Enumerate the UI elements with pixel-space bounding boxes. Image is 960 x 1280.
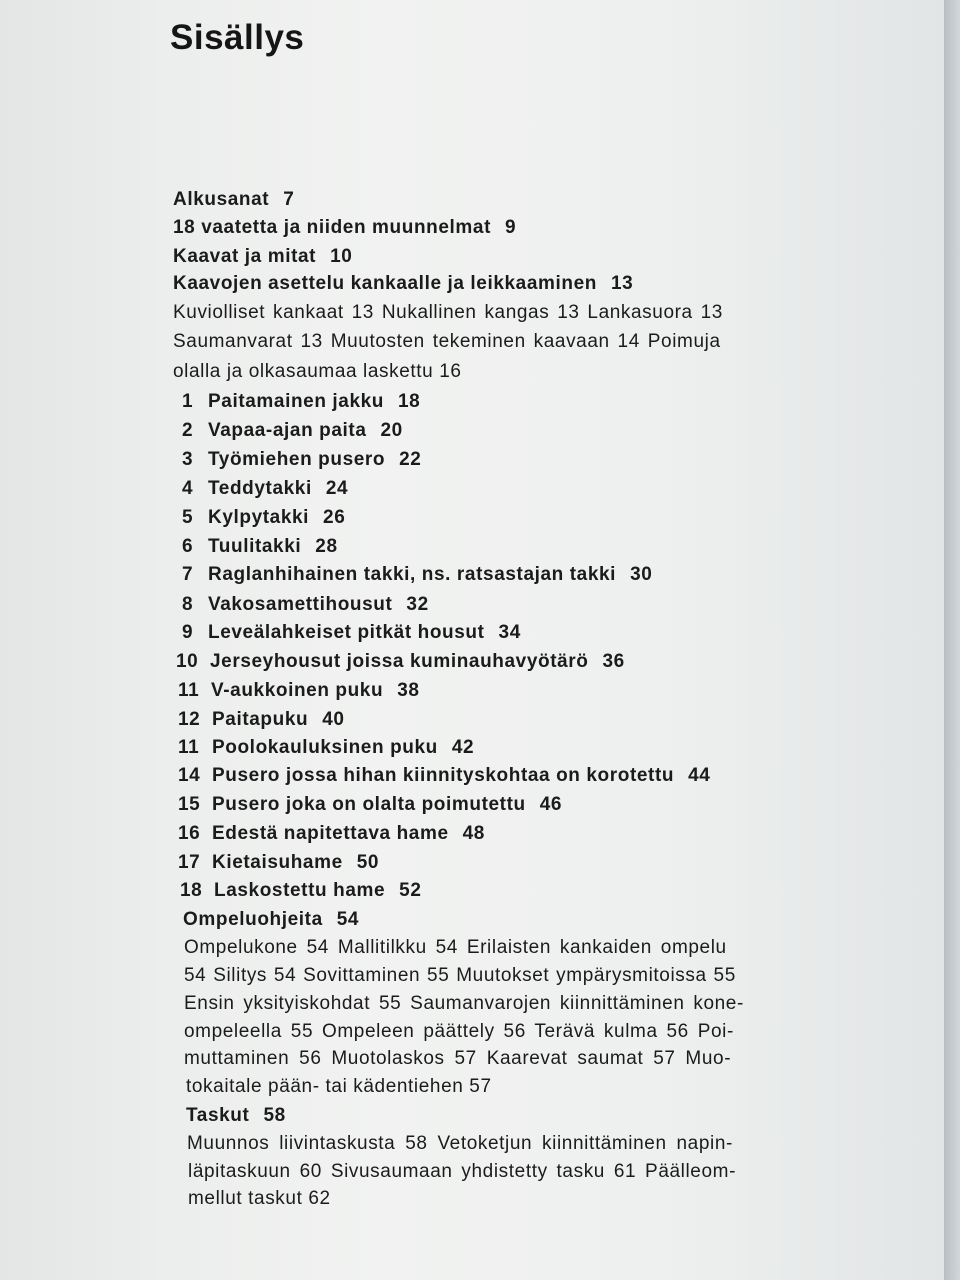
toc-garment-entry: 4 Teddytakki 24 <box>182 478 349 499</box>
toc-subentries: läpitaskuun 60 Sivusaumaan yhdistetty tasku 61 Päälleom- <box>188 1161 736 1182</box>
toc-garment-entry: 11 V-aukkoinen puku 38 <box>178 680 420 701</box>
toc-entry: Kaavat ja mitat 10 <box>173 246 353 267</box>
toc-subentries: ompeleella 55 Ompeleen päättely 56 Terävä kulma 56 Poi- <box>184 1021 734 1042</box>
toc-subentries: Saumanvarat 13 Muutosten tekeminen kaavaan 14 Poimuja <box>173 331 721 352</box>
page-title: Sisällys <box>170 18 305 57</box>
toc-entry: Kaavojen asettelu kankaalle ja leikkaaminen 13 <box>173 273 634 294</box>
toc-garment-entry: 17 Kietaisuhame 50 <box>178 852 380 873</box>
toc-subentries: Ompelukone 54 Mallitilkku 54 Erilaisten kankaiden ompelu <box>184 937 727 958</box>
toc-garment-entry: 3 Työmiehen pusero 22 <box>182 449 422 470</box>
toc-garment-entry: 11 Poolokauluksinen puku 42 <box>178 737 475 758</box>
toc-section-heading: Ompeluohjeita 54 <box>183 909 360 930</box>
toc-section-heading: Taskut 58 <box>186 1105 286 1126</box>
toc-garment-entry: 6 Tuulitakki 28 <box>182 536 338 557</box>
toc-subentries: Kuviolliset kankaat 13 Nukallinen kangas 13 Lankasuora 13 <box>173 302 723 323</box>
toc-garment-entry: 15 Pusero joka on olalta poimutettu 46 <box>178 794 563 815</box>
toc-garment-entry: 8 Vakosamettihousut 32 <box>182 594 429 615</box>
toc-garment-entry: 9 Leveälahkeiset pitkät housut 34 <box>182 622 521 643</box>
book-edge <box>944 0 960 1280</box>
toc-garment-entry: 2 Vapaa-ajan paita 20 <box>182 420 403 441</box>
toc-entry: 18 vaatetta ja niiden muunnelmat 9 <box>173 217 517 238</box>
toc-subentries: Ensin yksityiskohdat 55 Saumanvarojen kiinnittäminen kone- <box>184 993 744 1014</box>
toc-garment-entry: 16 Edestä napitettava hame 48 <box>178 823 485 844</box>
toc-garment-entry: 5 Kylpytakki 26 <box>182 507 346 528</box>
toc-subentries: Muunnos liivintaskusta 58 Vetoketjun kiinnittäminen napin- <box>187 1133 733 1154</box>
toc-garment-entry: 1 Paitamainen jakku 18 <box>182 391 421 412</box>
toc-garment-entry: 12 Paitapuku 40 <box>178 709 345 730</box>
toc-subentries: muttaminen 56 Muotolaskos 57 Kaarevat saumat 57 Muo- <box>184 1048 732 1069</box>
toc-entry: Alkusanat 7 <box>173 189 295 210</box>
toc-garment-entry: 14 Pusero jossa hihan kiinnityskohtaa on korotettu 44 <box>178 765 711 786</box>
toc-garment-entry: 18 Laskostettu hame 52 <box>180 880 422 901</box>
toc-subentries: mellut taskut 62 <box>188 1188 331 1209</box>
toc-garment-entry: 10 Jerseyhousut joissa kuminauhavyötärö 36 <box>176 651 625 672</box>
toc-subentries: 54 Silitys 54 Sovittaminen 55 Muutokset ympärysmitoissa 55 <box>184 965 736 986</box>
toc-subentries: olalla ja olkasaumaa laskettu 16 <box>173 361 462 382</box>
toc-subentries: tokaitale pään- tai kädentiehen 57 <box>186 1076 492 1097</box>
toc-garment-entry: 7 Raglanhihainen takki, ns. ratsastajan takki 30 <box>182 564 653 585</box>
